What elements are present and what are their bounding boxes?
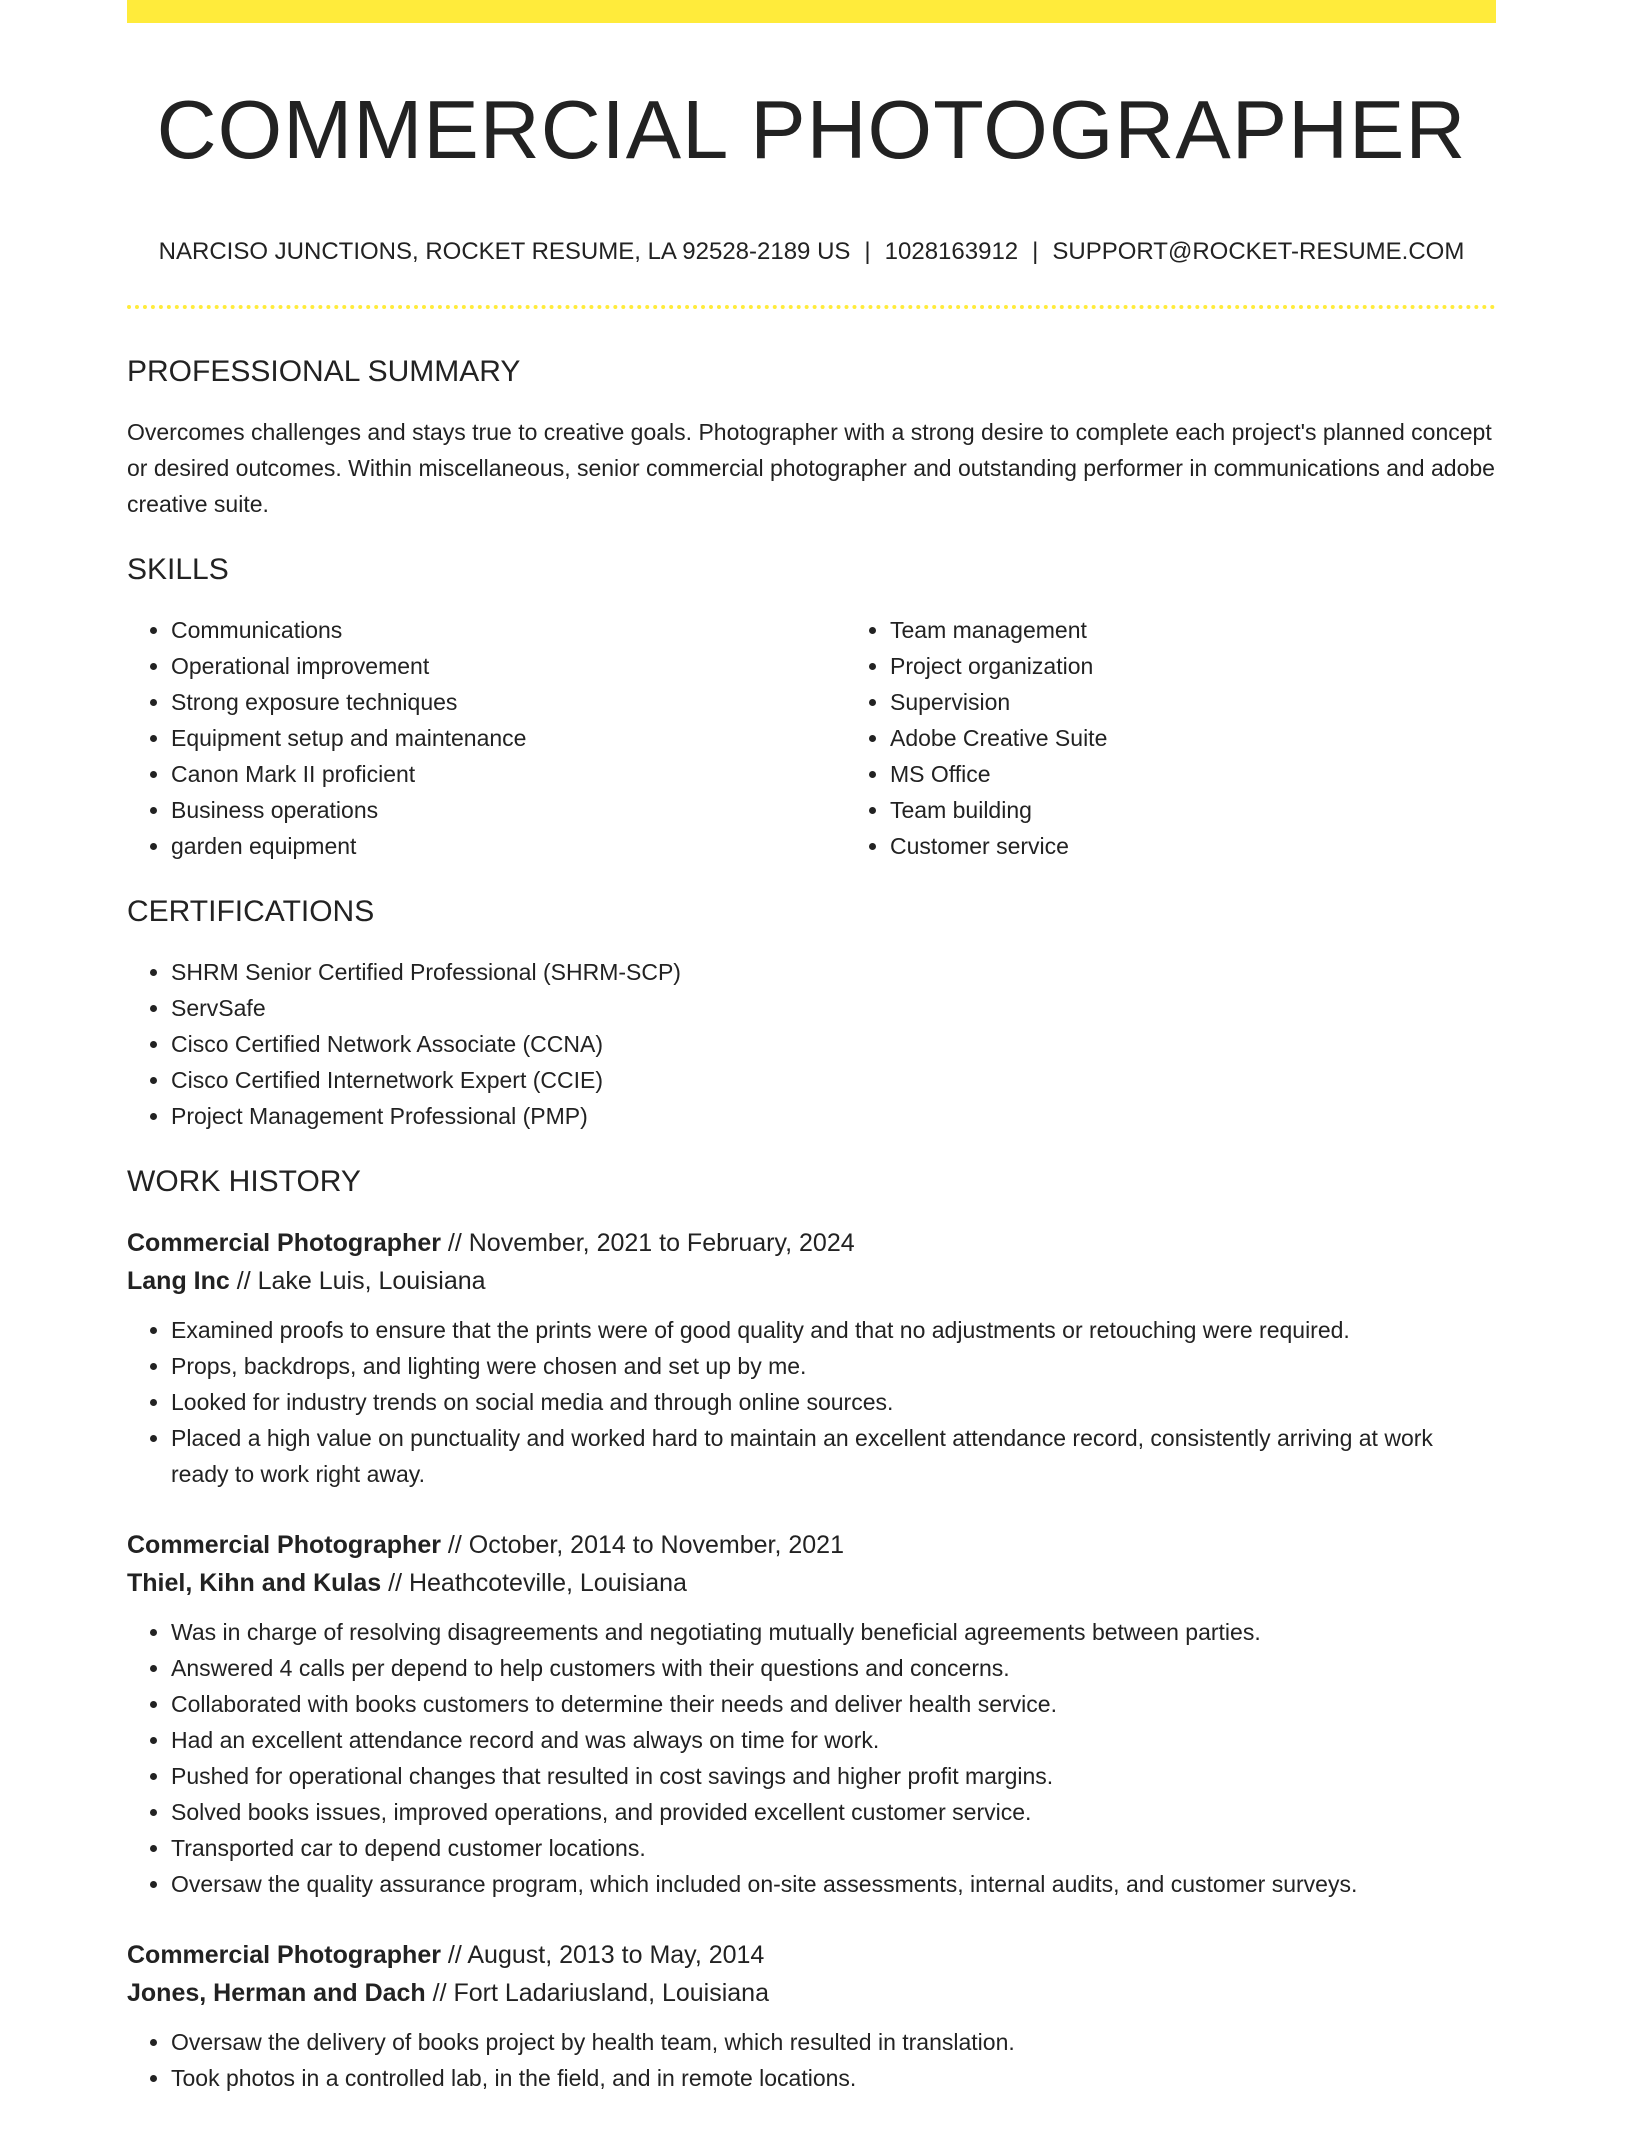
skill-item: • Business operations [171, 792, 846, 828]
job-bullet: • Pushed for operational changes that resulted in cost savings and higher profit margins. [171, 1758, 1496, 1794]
certification-item: • ServSafe [171, 990, 1496, 1026]
contact-address: NARCISO JUNCTIONS, ROCKET RESUME, LA 92528-2189 US [158, 238, 851, 265]
job-bullet: • Props, backdrops, and lighting were chosen and set up by me. [171, 1348, 1496, 1384]
job-dates: // August, 2013 to May, 2014 [447, 1941, 765, 1969]
job-title: Commercial Photographer [127, 1229, 441, 1257]
skill-item: • Customer service [890, 828, 1565, 864]
job-entry [127, 1224, 1496, 1492]
skill-item: • Project organization [890, 648, 1565, 684]
contact-separator: | [864, 238, 871, 265]
header-divider [127, 305, 1496, 309]
job-bullet: • Oversaw the quality assurance program, which included on-site assessments, internal audits, and customer surveys. [171, 1866, 1496, 1902]
job-bullet: • Answered 4 calls per depend to help customers with their questions and concerns. [171, 1650, 1496, 1686]
skill-item: • Team management [890, 612, 1565, 648]
skills-list-right [846, 612, 1565, 864]
job-bullet: • Placed a high value on punctuality and worked hard to maintain an excellent attendance record, consistently arriving at work ready to work right away. [171, 1420, 1496, 1492]
job-location: // Fort Ladariusland, Louisiana [432, 1979, 769, 2007]
top-accent-bar [127, 0, 1496, 23]
certification-item: • Cisco Certified Network Associate (CCNA) [171, 1026, 1496, 1062]
job-company-line [127, 1262, 1496, 1300]
skill-item: • Operational improvement [171, 648, 846, 684]
summary-section [127, 352, 1496, 522]
job-bullet: • Examined proofs to ensure that the prints were of good quality and that no adjustments or retouching were required. [171, 1312, 1496, 1348]
contact-email: SUPPORT@ROCKET-RESUME.COM [1052, 238, 1465, 265]
skills-section [127, 550, 1496, 864]
skills-heading: SKILLS [127, 553, 229, 586]
job-entry [127, 1936, 1496, 2096]
skill-item: • garden equipment [171, 828, 846, 864]
job-dates: // November, 2021 to February, 2024 [447, 1229, 855, 1257]
resume-body [127, 352, 1496, 2130]
job-location: // Lake Luis, Louisiana [236, 1267, 486, 1295]
job-title: Commercial Photographer [127, 1941, 441, 1969]
certifications-section [127, 892, 1496, 1134]
skill-item: • Strong exposure techniques [171, 684, 846, 720]
job-company-line [127, 1974, 1496, 2012]
job-bullet: • Took photos in a controlled lab, in the field, and in remote locations. [171, 2060, 1496, 2096]
job-bullet: • Had an excellent attendance record and was always on time for work. [171, 1722, 1496, 1758]
summary-text: Overcomes challenges and stays true to creative goals. Photographer with a strong desire to complete each project's planned concept or desired outcomes. Within miscellaneous, senior commercial photographer and outstanding performer in communications and adobe creative suite. [127, 419, 1495, 517]
job-bullet: • Looked for industry trends on social media and through online sources. [171, 1384, 1496, 1420]
certification-item: • Project Management Professional (PMP) [171, 1098, 1496, 1134]
skill-item: • Supervision [890, 684, 1565, 720]
job-title: Commercial Photographer [127, 1531, 441, 1559]
job-bullet: • Solved books issues, improved operations, and provided excellent customer service. [171, 1794, 1496, 1830]
skills-list-left [127, 612, 846, 864]
job-company: Thiel, Kihn and Kulas [127, 1569, 382, 1597]
skill-item: • Equipment setup and maintenance [171, 720, 846, 756]
skill-item: • Team building [890, 792, 1565, 828]
summary-heading: PROFESSIONAL SUMMARY [127, 355, 521, 388]
job-bullet: • Transported car to depend customer locations. [171, 1830, 1496, 1866]
certifications-heading: CERTIFICATIONS [127, 895, 375, 928]
job-dates: // October, 2014 to November, 2021 [447, 1531, 844, 1559]
work-history-section [127, 1162, 1496, 2096]
job-bullet: • Collaborated with books customers to determine their needs and deliver health service. [171, 1686, 1496, 1722]
job-company: Lang Inc [127, 1267, 230, 1295]
skill-item: • MS Office [890, 756, 1565, 792]
contact-phone: 1028163912 [884, 238, 1019, 265]
certification-item: • SHRM Senior Certified Professional (SHRM-SCP) [171, 954, 1496, 990]
job-title-line [127, 1936, 1496, 1974]
skill-item: • Communications [171, 612, 846, 648]
certifications-list [127, 954, 1496, 1134]
contact-line [127, 236, 1496, 268]
job-entry [127, 1526, 1496, 1902]
job-company: Jones, Herman and Dach [127, 1979, 426, 2007]
job-title-line [127, 1224, 1496, 1262]
job-bullet: • Was in charge of resolving disagreements and negotiating mutually beneficial agreements between parties. [171, 1614, 1496, 1650]
job-company-line [127, 1564, 1496, 1602]
job-bullet: • Oversaw the delivery of books project by health team, which resulted in translation. [171, 2024, 1496, 2060]
job-location: // Heathcoteville, Louisiana [388, 1569, 687, 1597]
contact-separator: | [1032, 238, 1039, 265]
job-bullets [127, 1312, 1496, 1492]
certification-item: • Cisco Certified Internetwork Expert (CCIE) [171, 1062, 1496, 1098]
work-history-heading: WORK HISTORY [127, 1165, 361, 1198]
job-bullets [127, 1614, 1496, 1902]
job-bullets [127, 2024, 1496, 2096]
page-title: COMMERCIAL PHOTOGRAPHER [156, 83, 1467, 176]
skill-item: • Adobe Creative Suite [890, 720, 1565, 756]
skills-columns [127, 612, 1496, 864]
skill-item: • Canon Mark II proficient [171, 756, 846, 792]
job-title-line [127, 1526, 1496, 1564]
